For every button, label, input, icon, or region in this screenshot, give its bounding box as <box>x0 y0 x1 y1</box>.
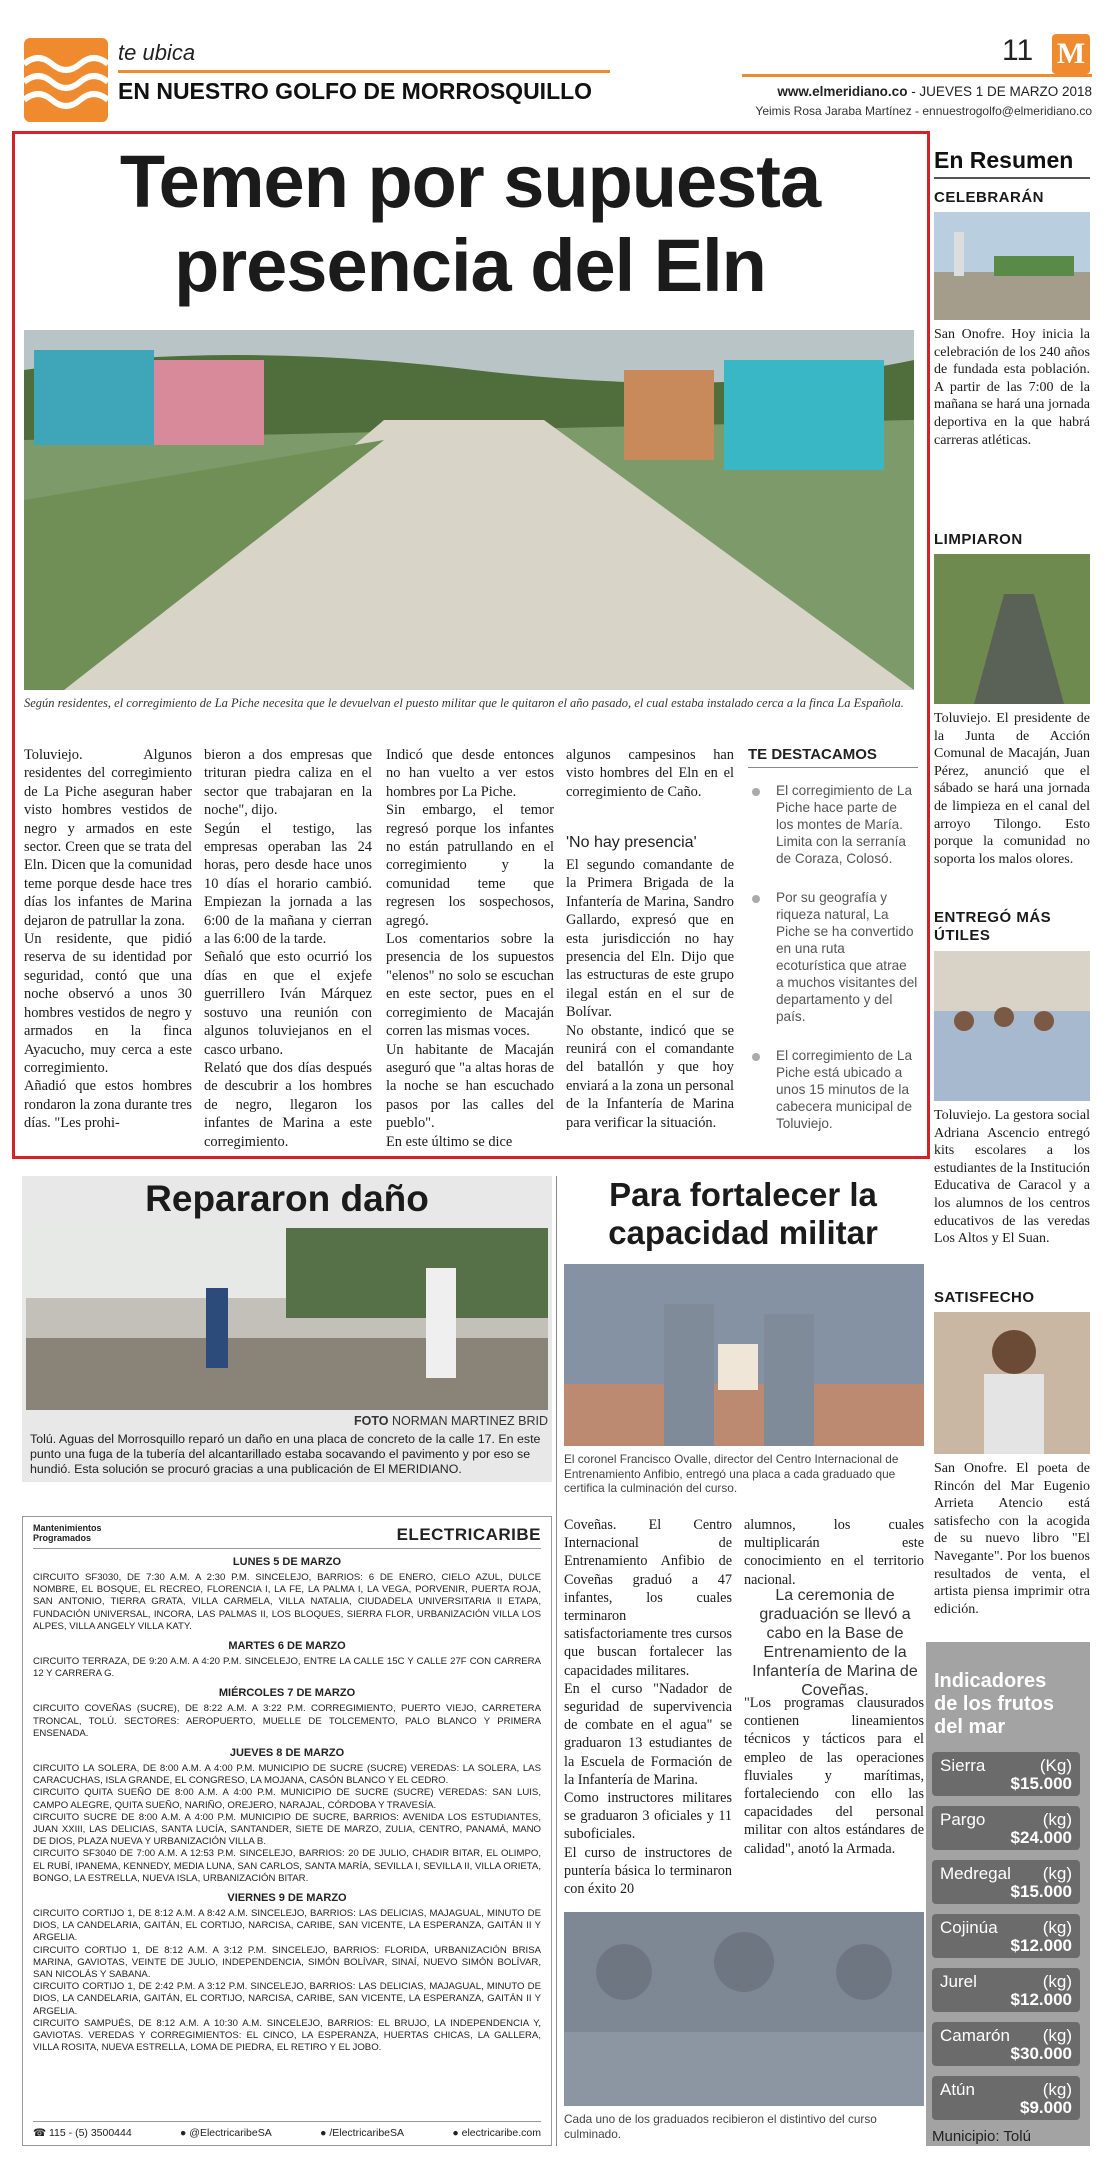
section-title: EN NUESTRO GOLFO DE MORROSQUILLO <box>118 78 593 104</box>
highlights-box <box>748 746 918 1154</box>
phone-icon-label: ☎ 115 - (5) 3500444 <box>33 2127 132 2139</box>
market-item-price: $15.000 <box>1010 1774 1072 1793</box>
byline: Yeimis Rosa Jaraba Martínez - ennuestrogolfo@elmeridiano.co <box>755 104 1092 118</box>
schedule-entry: CIRCUITO SUCRE DE 8:00 A.M. A 4:00 P.M. MUNICIPIO DE SUCRE, BARRIOS: AVENIDA LOS ESTUDIANTES, JUAN XXIII, LAS DELICIAS, SANTA LUCÍA, SANTANDER, SIETE DE MARZO, ZULIA, CENTRO, PANAMÁ, MANO DE DIOS, PLAZA NUEVA Y URBANIZACIÓN VILLA B. <box>33 1811 541 1848</box>
schedule-day: JUEVES 8 DE MARZO <box>229 1747 345 1760</box>
military-headline: Para fortalecer la capacidad militar <box>608 1176 878 1251</box>
military-caption: El coronel Francisco Ovalle, director del Centro Internacional de Entrenamiento Anfibio, entregó una placa a cada graduado que certifica la culminación del curso. <box>564 1452 899 1495</box>
main-col-4b: El segundo comandante de la Primera Brigada de la Infantería de Marina, Sandro Gallardo, expresó que en esta jurisdicción no hay presencia del Eln. Dijo que las estructuras de este grupo ilegal están en el sur de Bolívar. No obstante, indicó que se reunirá con el comandante del batallón y que hoy enviará a la zona un personal de la Infantería de Marina para verificar la situación. <box>566 857 734 1131</box>
repair-headline: Repararon daño <box>145 1178 429 1219</box>
schedule-entry: CIRCUITO LA SOLERA, DE 8:00 A.M. A 4:00 P.M. MUNICIPIO DE SUCRE (SUCRE) VEREDAS: LA SOLERA, LAS CARACUCHAS, ISLA GRANDE, EL CONGRESO, LA MOJANA, CASÓN BLANCO Y EL CEDRO. <box>33 1763 541 1787</box>
schedule-day: MARTES 6 DE MARZO <box>228 1640 346 1653</box>
market-title: Indicadores de los frutos del mar <box>934 1670 1055 1738</box>
schedule-day: VIERNES 9 DE MARZO <box>227 1892 347 1905</box>
market-item-unit: (kg) <box>1042 1972 1072 1991</box>
resumen-item-text: Toluviejo. La gestora social Adriana Ascencio entregó kits escolares a los estudiantes de la Institución Educativa de Caracol y a los alumnos de los centros educativos de las veredas Los Altos y El Suan. <box>934 1108 1090 1247</box>
market-item-name: Medregal <box>940 1864 1011 1883</box>
market-item-unit: (kg) <box>1042 2026 1072 2045</box>
schedule-day: LUNES 5 DE MARZO <box>232 1556 342 1568</box>
resumen-item-head: SATISFECHO <box>934 1289 1035 1306</box>
facebook-label: ● /ElectricaribeSA <box>320 2127 405 2139</box>
market-item-unit: (Kg) <box>1039 1756 1072 1775</box>
resumen-photo <box>934 1312 1090 1454</box>
market-item-price: $30.000 <box>1010 2044 1072 2063</box>
market-item-price: $9.000 <box>1020 2098 1072 2117</box>
market-item-price: $12.000 <box>1010 1936 1072 1955</box>
brand-logo: M <box>1052 34 1090 74</box>
resumen-rule <box>934 177 1090 179</box>
twitter-label: ● @ElectricaribeSA <box>180 2127 272 2139</box>
main-subhead: 'No hay presencia' <box>566 834 697 851</box>
market-row <box>932 2022 1080 2066</box>
site-line: www.elmeridiano.co - JUEVES 1 DE MARZO 2018 <box>777 84 1092 99</box>
column-divider <box>556 1176 557 2146</box>
main-photo-caption: Según residentes, el corregimiento de La Piche necesita que le devuelvan el puesto militar que le quitaron el año pasado, el cual estaba instalado cerca a la finca La Española. <box>24 696 904 710</box>
market-item-name: Camarón <box>940 2026 1010 2045</box>
electricaribe-header <box>33 1523 541 1549</box>
resumen-item-head: ENTREGÓ MÁS ÚTILES <box>934 909 1052 944</box>
resumen-item <box>934 531 1090 868</box>
page-number: 11 <box>1002 34 1034 67</box>
military-col-2a: alumnos, los cuales multiplicarán este conocimiento en el territorio nacional. <box>744 1517 924 1588</box>
highlight-item: El corregimiento de La Piche hace parte de los montes de María. Limita con la serranía de Coraza, Colosó. <box>748 782 918 867</box>
resumen-item-head: LIMPIARON <box>934 531 1023 548</box>
market-row <box>932 1968 1080 2012</box>
electricaribe-tag: Mantenimientos Programados <box>33 1523 102 1543</box>
market-row <box>932 1914 1080 1958</box>
schedule-day: MIÉRCOLES 7 DE MARZO <box>218 1687 356 1700</box>
main-photo <box>24 330 914 690</box>
resumen-photo <box>934 554 1090 704</box>
market-item-name: Jurel <box>940 1972 977 1991</box>
electricaribe-box <box>22 1516 552 2146</box>
header-rule-right <box>742 74 1092 77</box>
military-photo-2 <box>564 1912 924 2106</box>
military-caption-2: Cada uno de los graduados recibieron el distintivo del curso culminado. <box>564 2112 877 2141</box>
repair-photo <box>26 1228 548 1410</box>
electricaribe-footer <box>33 2121 541 2139</box>
market-row <box>932 2076 1080 2120</box>
schedule-entry: CIRCUITO TERRAZA, DE 9:20 A.M. A 4:20 P.M. SINCELEJO, ENTRE LA CALLE 15C Y CALLE 27F CON CARRERA 12 Y CARRERA G. <box>33 1656 541 1680</box>
military-col-2b: "Los programas clausurados contienen lineamientos técnicos y tácticos para el empleo de las operaciones fluviales y marítimas, fortaleciendo con ello las capacidades del personal militar con altos estándares de calidad", anotó la Armada. <box>744 1695 924 1857</box>
main-col-2: bieron a dos empresas que trituran piedra caliza en el sector que trabajaran en la noche", dijo. Según el testigo, las empresas operaban las 24 horas, pero desde hace unos 10 días el horario cambió. Empiezan la jornada a las 6:00 de la mañana y cierran a las 6:00 de la tarde. Señaló que esto ocurrió los días en que el exjefe guerrillero Iván Márquez sostuvo una reunión con algunos toluviejanos en el casco urbano. Relató que dos días después de descubrir a los hombres de negro, llegaron los infantes de Marina a este corregimiento. <box>204 747 372 1150</box>
schedule-entry: CIRCUITO COVEÑAS (SUCRE), DE 8:22 A.M. A 3:22 P.M. CORREGIMIENTO, PUERTO VIEJO, CARRETERA TRONCAL, TOLÚ. SECTORES: AEROPUERTO, MUELLE DE TOLCEMENTO, PALO BLANCO Y PRIMERA ENSENADA. <box>33 1703 541 1739</box>
market-item-price: $24.000 <box>1010 1828 1072 1847</box>
resumen-item <box>934 189 1090 449</box>
market-row <box>932 1860 1080 1904</box>
military-pullquote: La ceremonia de graduación se llevó a cabo en la Base de Entrenamiento de la Infantería de Marina de Coveñas. <box>752 1587 918 1699</box>
market-row <box>932 1806 1080 1850</box>
schedule-entry: CIRCUITO CORTIJO 1, DE 8:12 A.M. A 3:12 P.M. SINCELEJO, BARRIOS: FLORIDA, URBANIZACIÓN BRISA MARINA, GAVIOTAS, VEINTE DE JULIO, INDEPENDENCIA, SIMÓN BOLÍVAR, SINAÍ, NUEVO SIMÓN BOLÍVAR, SAN NICOLÁS Y SABANA. <box>33 1944 541 1981</box>
electricaribe-brand: ELECTRICARIBE <box>396 1525 541 1544</box>
resumen-photo <box>934 951 1090 1101</box>
schedule-entry: CIRCUITO CORTIJO 1, DE 2:42 P.M. A 3:12 P.M. SINCELEJO, BARRIOS: LAS DELICIAS, MAJAGUAL, MINUTO DE DIOS, LA CANDELARIA, GAITÁN, EL CORTIJO, NARCISA, CARIBE, SAN VICENTE, LA ESPERANZA, GAITÁN II Y ARGELIA. <box>33 1981 541 2017</box>
market-item-unit: (kg) <box>1042 2080 1072 2099</box>
market-item-unit: (kg) <box>1042 1810 1072 1829</box>
repair-photo-credit: FOTO NORMAN MARTINEZ BRID <box>354 1414 548 1428</box>
header-rule <box>118 70 610 73</box>
market-item-price: $15.000 <box>1010 1882 1072 1901</box>
highlights-title: TE DESTACAMOS <box>748 746 918 768</box>
electricaribe-schedule <box>33 1556 541 2055</box>
market-item-price: $12.000 <box>1010 1990 1072 2009</box>
resumen-item <box>934 909 1090 1248</box>
section-kicker: te ubica <box>118 40 196 65</box>
military-photo <box>564 1264 924 1446</box>
schedule-entry: CIRCUITO SAMPUÉS, DE 8:12 A.M. A 10:30 A.M. SINCELEJO, BARRIOS: EL BRUJO, LA INDEPENDENCIA Y, GAVIOTAS. VEREDAS Y CORREGIMIENTOS: EL CINCO, LA ESPERANZA, HUERTAS CHICAS, LA GALLERA, VILLA ROSITA, NUEVA ESTRELLA, LOMA DE PIEDRA, EL RETIRO Y EL JOBO. <box>33 2017 541 2054</box>
resumen-title: En Resumen <box>934 147 1074 173</box>
main-col-4a: algunos campesinos han visto hombres del Eln en el corregimiento de Caño. <box>566 747 734 800</box>
market-item-name: Sierra <box>940 1756 986 1775</box>
market-item-unit: (kg) <box>1042 1864 1072 1883</box>
resumen-item-text: San Onofre. Hoy inicia la celebración de los 240 años de fundada esta población. A partir de las 7:00 de la mañana se hará una jornada deportiva en la que habrá carreras atléticas. <box>934 327 1090 448</box>
section-logo <box>24 38 108 122</box>
highlight-item: El corregimiento de La Piche está ubicado a unos 15 minutos de la cabecera municipal de Toluviejo. <box>748 1047 918 1132</box>
resumen-item-head: CELEBRARÁN <box>934 189 1044 206</box>
main-col-1: Toluviejo. Algunos residentes del corregimiento de La Piche aseguran haber visto hombres vestidos de negro y armados en este sector. Creen que se trata del Eln. Dicen que la comunidad teme porque desde hace tres días los infantes de Marina dejaron de patrullar la zona. Un residente, que pidió reserva de su identidad por seguridad, contó que una noche observó a unos 30 hombres vestidos de negro y armados en la finca Ayacucho, muy cerca a este corregimiento. Añadió que estos hombres rondaron la zona durante tres días. "Les prohi- <box>24 747 192 1132</box>
schedule-entry: CIRCUITO QUITA SUEÑO DE 8:00 A.M. A 4:00 P.M. MUNICIPIO DE SUCRE (SUCRE) VEREDAS: SAN LUIS, CAMPO ALEGRE, QUITA SUEÑO, NARIÑO, OREJERO, NARAJAL, CÓRDOBA Y TRAVESÍA. <box>33 1787 541 1811</box>
main-col-3: Indicó que desde entonces no han vuelto a ver estos hombres por La Piche. Sin embargo, el temor regresó porque los infantes no están patrullando en el corregimiento y la comunidad teme que regresen los sospechosos, agregó. Los comentarios sobre la presencia de los supuestos "elenos" no solo se escuchan en este sector, pues en el corregimiento de Macaján corren las mismas voces. Un habitante de Macaján aseguró que "a altas horas de la noche se han escuchado pasos por las calles del pueblo". En este último se dice <box>386 747 554 1150</box>
schedule-entry: CIRCUITO SF3030, DE 7:30 A.M. A 2:30 P.M. SINCELEJO, BARRIOS: 6 DE ENERO, CIELO AZUL, DULCE NOMBRE, EL BOSQUE, EL RECREO, FLORENCIA I, LA FE, LA PALMA I, LA VEGA, PORVENIR, PUERTA ROJA, SAN ANTONIO, TIERRA GRATA, VILLA CARMELA, VILLA NATALIA, CIUDADELA UNIVERSITARIA II ETAPA, FUNDACIÓN UNIVERSAL, INCORA, LAS PALMAS II, LOS BLOQUES, SIERRA FLOR, URBANIZACIÓN VILLA LOS ALPES, VILLA ANGELY VILLA KATY. <box>33 1572 541 1632</box>
market-item-name: Atún <box>940 2080 975 2099</box>
resumen-item-text: Toluviejo. El presidente de la Junta de Acción Comunal de Macaján, Juan Pérez, anunció que el sábado se hará una jornada de limpieza en el canal del arroyo Tilongo. Esto porque la comunidad no soporta los malos olores. <box>934 711 1090 867</box>
resumen-sidebar <box>930 131 1098 1641</box>
resumen-item-text: San Onofre. El poeta de Rincón del Mar Eugenio Arrieta Atencio está satisfecho con la acogida de su nuevo libro "El Navegante". Por los buenos resultados de venta, el artista piensa imprimir otra edición. <box>934 1461 1090 1617</box>
repair-caption: Tolú. Aguas del Morrosquillo reparó un daño en una placa de concreto de la calle 17. En este punto una fuga de la tubería del alcantarillado estaba socavando el pavimento y por eso se hundió. Esta solución se procuró gracias a una publicación de El MERIDIANO. <box>30 1432 541 1476</box>
market-item-name: Pargo <box>940 1810 986 1829</box>
web-label: ● electricaribe.com <box>452 2127 541 2139</box>
highlight-item: Por su geografía y riqueza natural, La Piche se ha convertido en una ruta ecoturística que atrae a muchos visitantes del departamento y del país. <box>748 889 918 1025</box>
market-item-name: Cojinúa <box>940 1918 998 1937</box>
military-col-1: Coveñas. El Centro Internacional de Entrenamiento Anfibio de Coveñas graduó a 47 infantes, los cuales terminaron satisfactoriamente tres cursos que buscan fortalecer las capacidades militares. En el curso "Nadador de seguridad de supervivencia de combate en el agua" se graduaron 13 estudiantes de la Escuela de Formación de la Infantería de Marina. Como instructores militares se graduaron 3 oficiales y 11 suboficiales. El curso de instructores de puntería básica lo terminaron con éxito 20 <box>564 1517 732 1898</box>
main-headline: Temen por supuesta presencia del Eln <box>119 140 821 307</box>
resumen-item <box>934 1289 1090 1618</box>
schedule-entry: CIRCUITO SF3040 DE 7:00 A.M. A 12:53 P.M. SINCELEJO, BARRIOS: 20 DE JULIO, CHADIR BITAR, EL OLIMPO, EL RUBÍ, IPANEMA, KENNEDY, MEDIA LUNA, SAN CARLOS, SANTA MARÍA, SEVILLA I, SEVILLA II, VILLA ORIETA, BONGO, LA ESTRELLA, NUEVA ISLA, URBANIZACIÓN BITAR. <box>33 1848 541 1884</box>
market-footer: Municipio: Tolú <box>932 2128 1031 2145</box>
resumen-photo <box>934 212 1090 320</box>
market-row <box>932 1752 1080 1796</box>
schedule-entry: CIRCUITO CORTIJO 1, DE 8:12 A.M. A 8:42 A.M. SINCELEJO, BARRIOS: LAS DELICIAS, MAJAGUAL, MINUTO DE DIOS, LA CANDELARIA, GAITÁN, EL CORTIJO, NARCISA, CARIBE, SAN VICENTE, LA ESPERANZA, GAITÁN II Y ARGELIA. <box>33 1908 541 1944</box>
market-item-unit: (kg) <box>1042 1918 1072 1937</box>
